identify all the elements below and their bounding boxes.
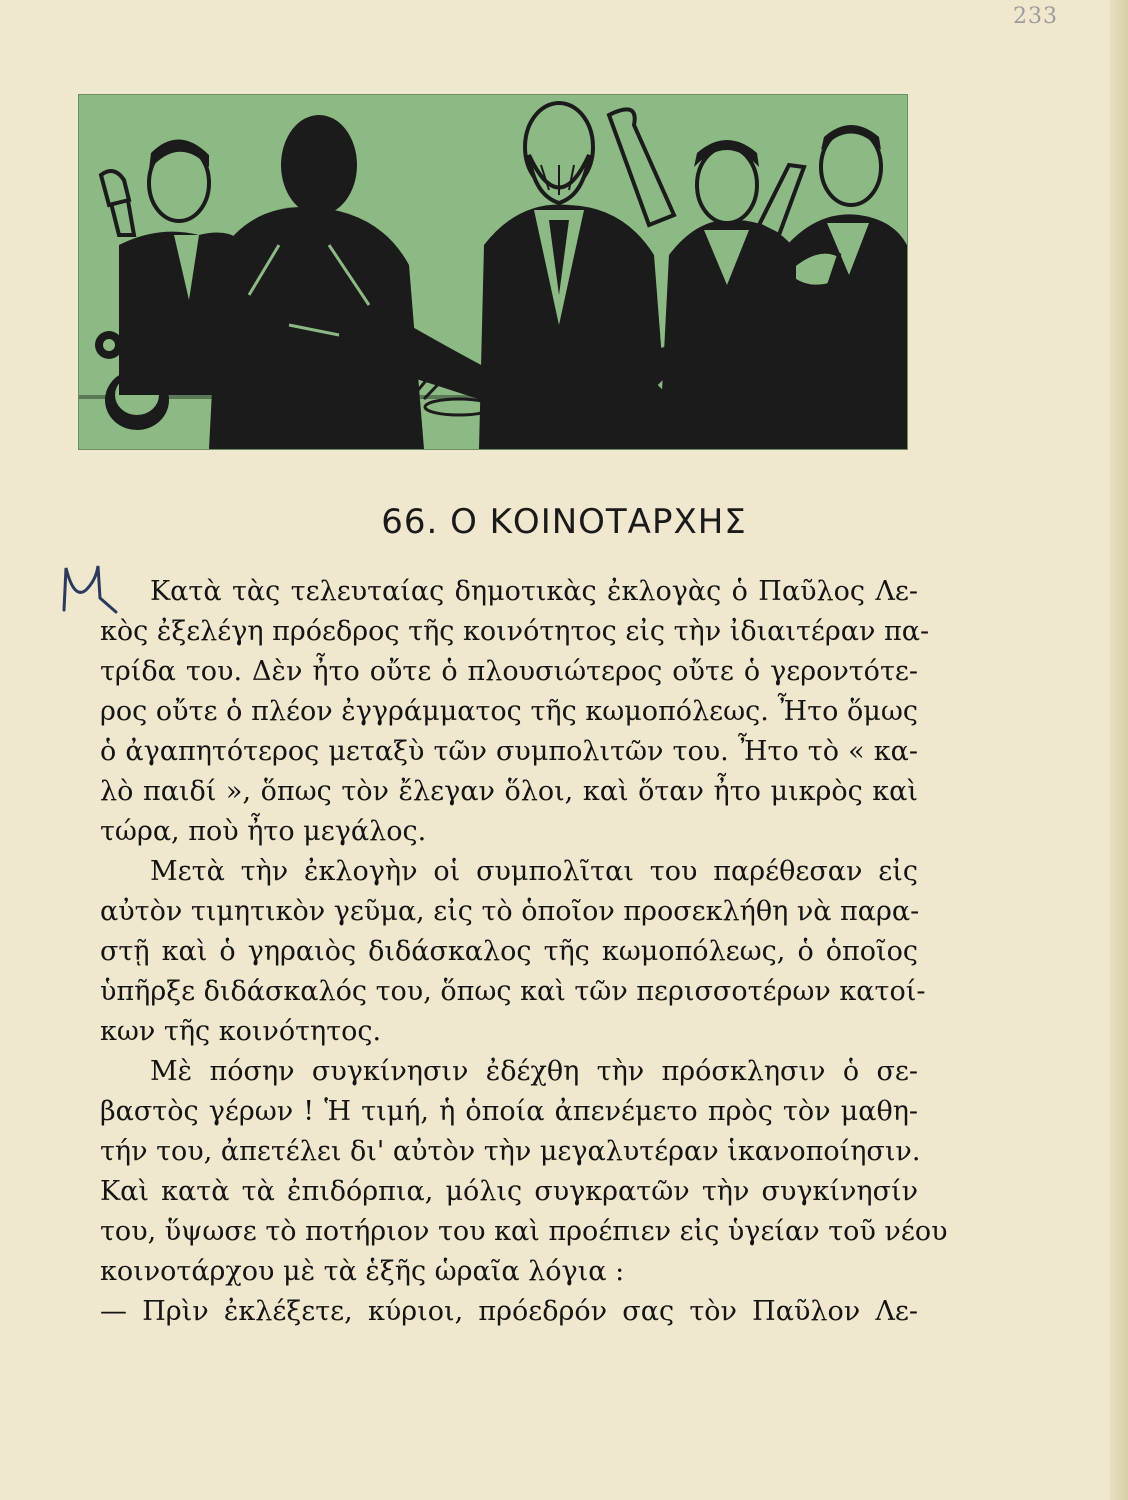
text-line: τρίδα του. Δὲν ἦτο οὔτε ὁ πλουσιώτερος οὔτε ὁ γεροντότε- [100, 656, 918, 687]
illustration-svg [79, 95, 907, 449]
page-edge [1110, 0, 1128, 1500]
text-line: ὑπῆρξε διδάσκαλός του, ὅπως καὶ τῶν περισσοτέρων κατοί- [100, 976, 926, 1007]
text-line: λὸ παιδί », ὅπως τὸν ἔλεγαν ὅλοι, καὶ ὅταν ἦτο μικρὸς καὶ [100, 776, 918, 807]
text-line: ρος οὔτε ὁ πλέον ἐγγράμματος τῆς κωμοπόλεως. Ἦτο ὅμως [100, 696, 918, 727]
text-line: τήν του, ἀπετέλει δι' αὐτὸν τὴν μεγαλυτέραν ἱκανοποίησιν. [100, 1136, 921, 1167]
text-line: Κατὰ τὰς τελευταίας δημοτικὰς ἐκλογὰς ὁ Παῦλος Λε- [150, 576, 918, 607]
text-line: Μετὰ τὴν ἐκλογὴν οἱ συμπολῖται του παρέθεσαν εἰς [150, 856, 918, 887]
text-line: βαστὸς γέρων ! Ἡ τιμή, ἡ ὁποία ἀπενέμετο πρὸς τὸν μαθη- [100, 1096, 918, 1127]
text-line: τώρα, ποὺ ἦτο μεγάλος. [100, 816, 427, 847]
text-line: αὐτὸν τιμητικὸν γεῦμα, εἰς τὸ ὁποῖον προσεκλήθη νὰ παρα- [100, 896, 920, 927]
body-text [100, 572, 948, 1332]
page-number: 233 [1013, 4, 1058, 29]
text-line: στῇ καὶ ὁ γηραιὸς διδάσκαλος τῆς κωμοπόλεως, ὁ ὁποῖος [100, 936, 918, 967]
text-line: ὁ ἀγαπητότερος μεταξὺ τῶν συμπολιτῶν του. Ἦτο τὸ « κα- [100, 736, 918, 767]
raised-arm [609, 109, 674, 225]
text-line: κων τῆς κοινότητος. [100, 1016, 382, 1047]
banquet-illustration [78, 94, 908, 450]
text-line: Μὲ πόσην συγκίνησιν ἐδέχθη τὴν πρόσκλησιν ὁ σε- [150, 1056, 918, 1087]
chapter-title: 66. Ο ΚΟΙΝΟΤΑΡΧΗΣ [381, 502, 747, 542]
text-line: — Πρὶν ἐκλέξετε, κύριοι, πρόεδρόν σας τὸν Παῦλον Λε- [100, 1296, 918, 1327]
text-line: κοινοτάρχου μὲ τὰ ἑξῆς ὡραῖα λόγια : [100, 1256, 625, 1287]
text-line: του, ὕψωσε τὸ ποτήριον του καὶ προέπιεν εἰς ὑγείαν τοῦ νέου [100, 1216, 948, 1247]
text-line: Καὶ κατὰ τὰ ἐπιδόρπια, μόλις συγκρατῶν τὴν συγκίνησίν [100, 1176, 918, 1207]
text-line: κὸς ἐξελέγη πρόεδρος τῆς κοινότητος εἰς τὴν ἰδιαιτέραν πα- [100, 616, 930, 647]
